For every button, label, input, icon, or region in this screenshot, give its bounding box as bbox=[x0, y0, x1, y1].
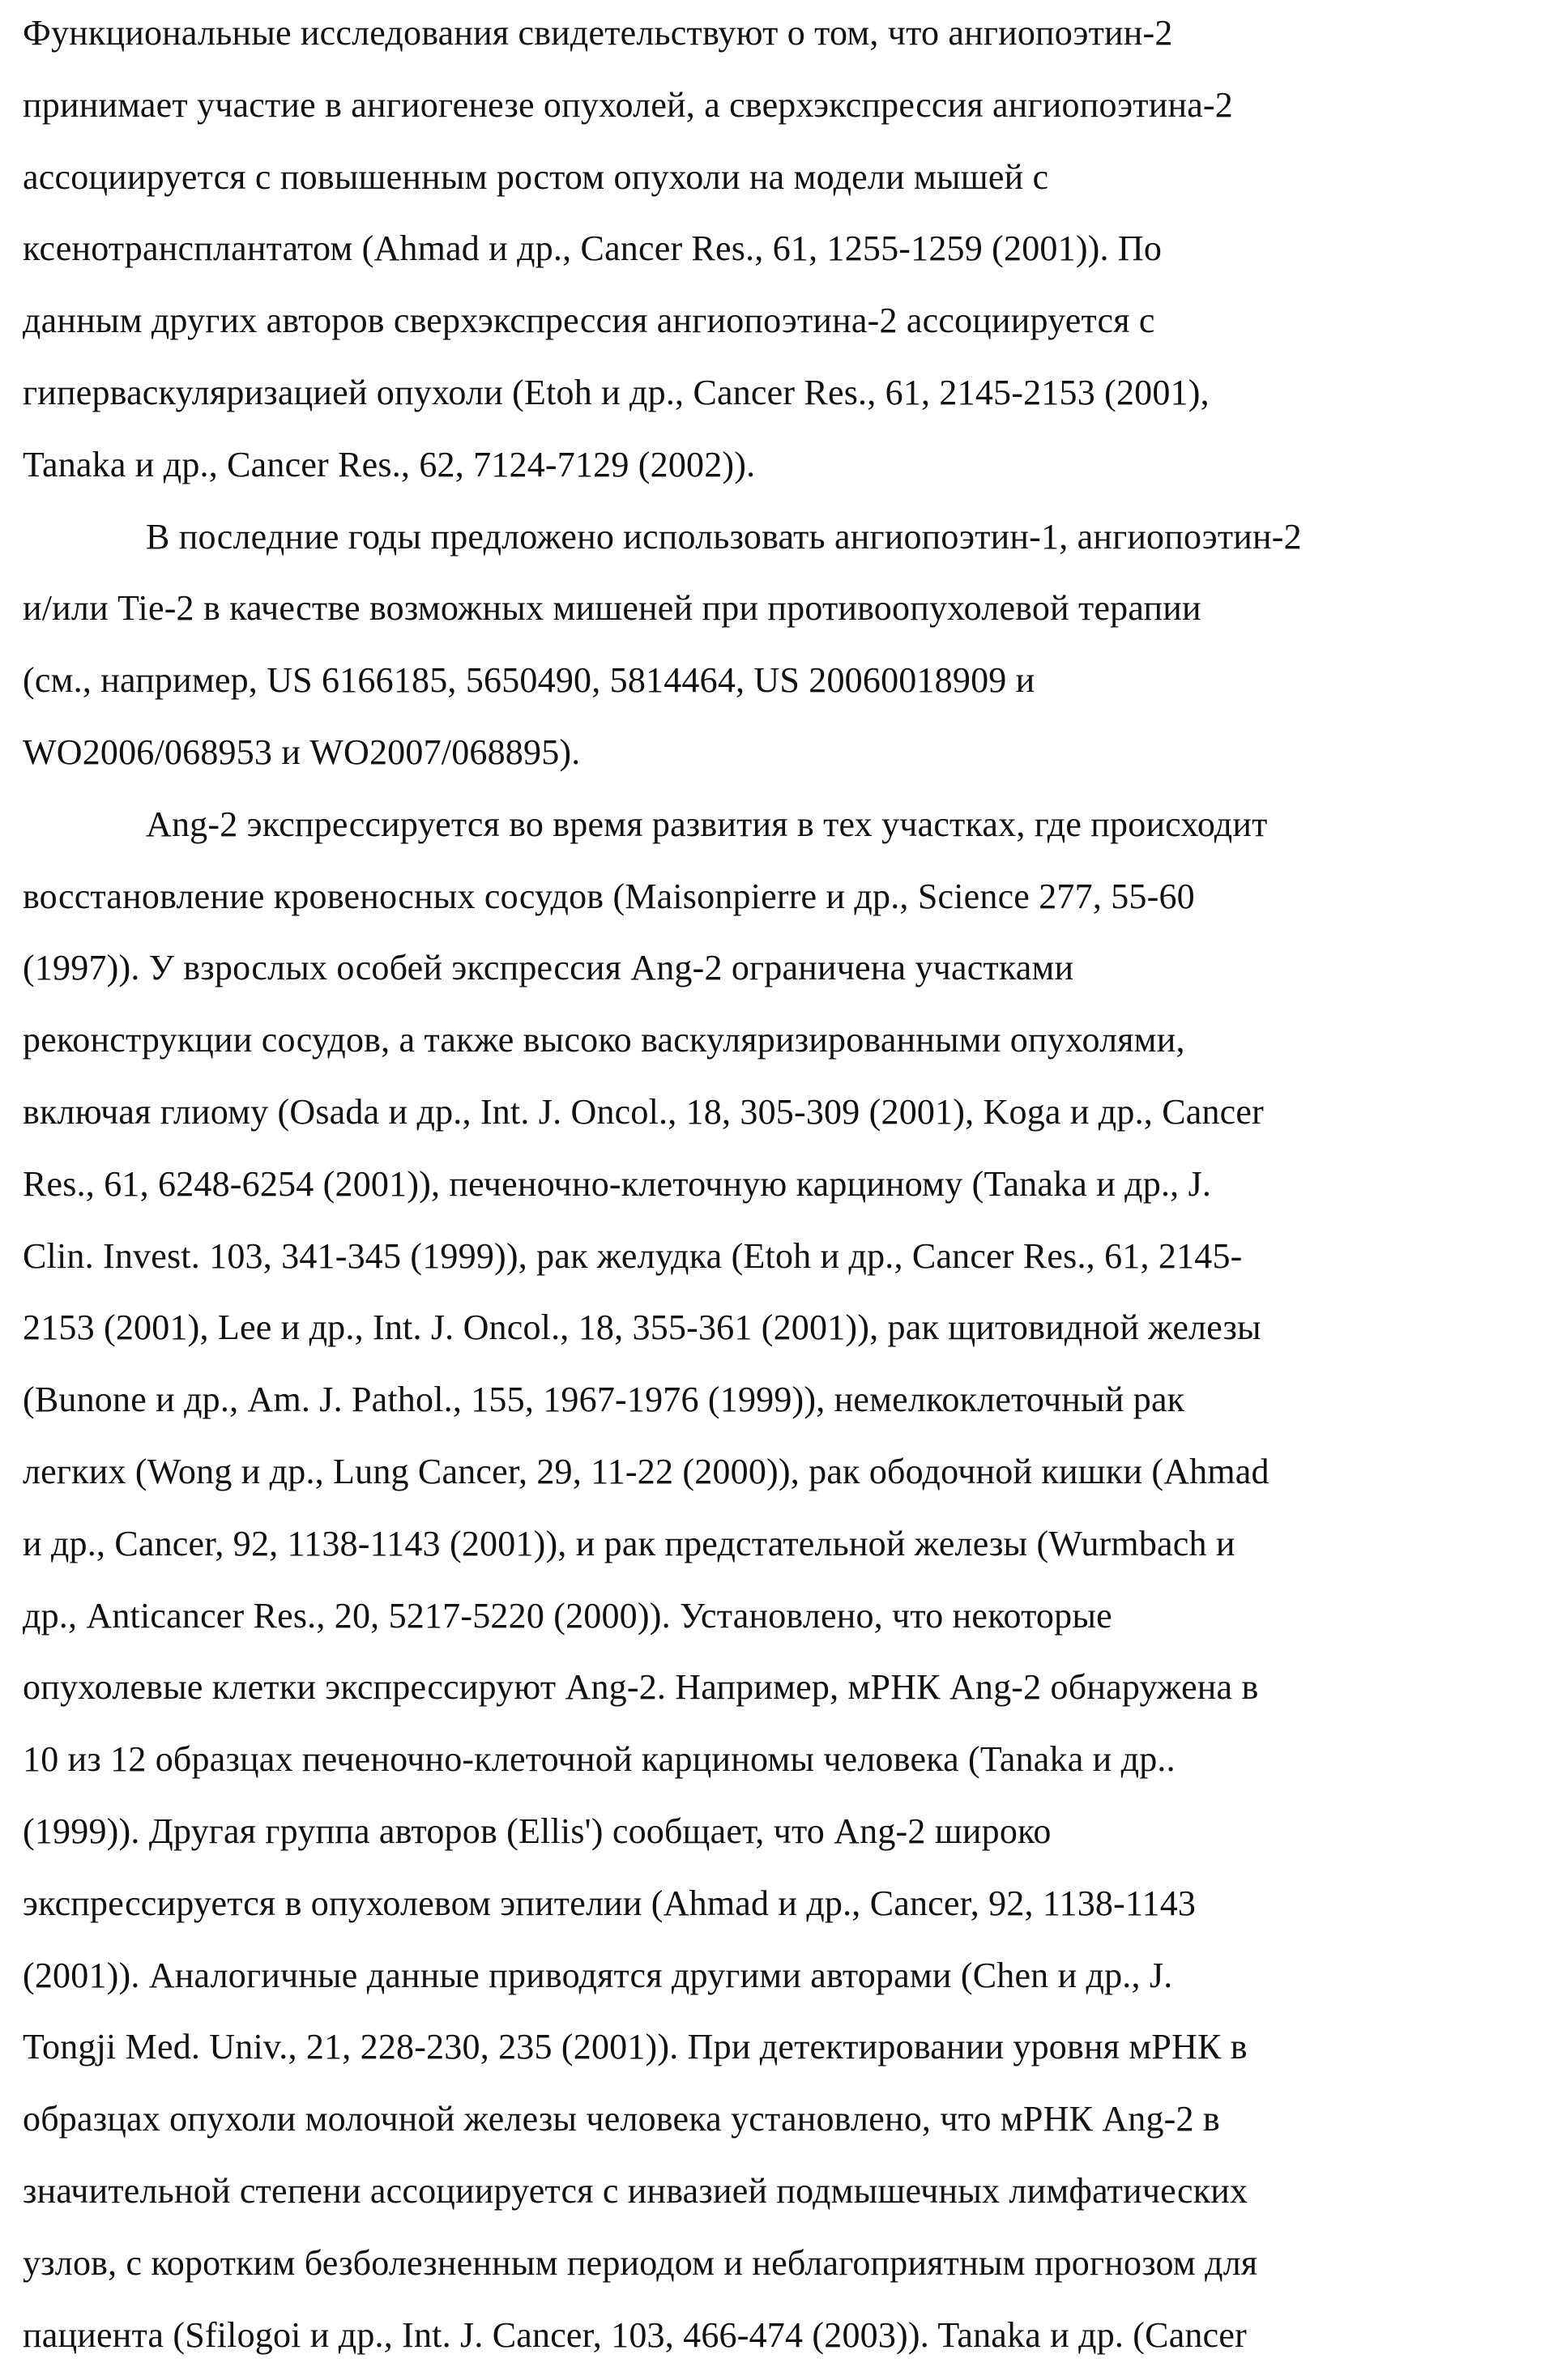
text-line: (2001)). Аналогичные данные приводятся другими авторами (Chen и др., J. bbox=[23, 1949, 1554, 2021]
text-line: значительной степени ассоциируется с инвазией подмышечных лимфатических bbox=[23, 2165, 1554, 2237]
text-line: Функциональные исследования свидетельствуют о том, что ангиопоэтин-2 bbox=[23, 6, 1554, 79]
text-line: включая глиому (Osada и др., Int. J. Oncol., 18, 305-309 (2001), Koga и др., Cancer bbox=[23, 1086, 1554, 1158]
text-line: др., Anticancer Res., 20, 5217-5220 (2000)). Установлено, что некоторые bbox=[23, 1589, 1554, 1661]
text-line: легких (Wong и др., Lung Cancer, 29, 11-22 (2000)), рак ободочной кишки (Ahmad bbox=[23, 1445, 1554, 1517]
text-line-indented: В последние годы предложено использовать ангиопоэтин-1, ангиопоэтин-2 bbox=[23, 510, 1554, 582]
text-line: (1999)). Другая группа авторов (Ellis') сообщает, что Ang-2 широко bbox=[23, 1805, 1554, 1877]
text-line: ксенотрансплантатом (Ahmad и др., Cancer Res., 61, 1255-1259 (2001)). По bbox=[23, 222, 1554, 294]
text-line: узлов, с коротким безболезненным периодом и неблагоприятным прогнозом для bbox=[23, 2237, 1554, 2309]
text-line-indented: Ang-2 экспрессируется во время развития в тех участках, где происходит bbox=[23, 798, 1554, 870]
text-line: восстановление кровеносных сосудов (Maisonpierre и др., Science 277, 55-60 bbox=[23, 870, 1554, 942]
text-line: и/или Tie-2 в качестве возможных мишеней при противоопухолевой терапии bbox=[23, 582, 1554, 654]
text-line: Tanaka и др., Cancer Res., 62, 7124-7129 (2002)). bbox=[23, 438, 1554, 510]
text-line: опухолевые клетки экспрессируют Ang-2. Например, мРНК Ang-2 обнаружена в bbox=[23, 1661, 1554, 1733]
text-line: ассоциируется с повышенным ростом опухоли на модели мышей с bbox=[23, 151, 1554, 223]
text-line: данным других авторов сверхэкспрессия ангиопоэтина-2 ассоциируется с bbox=[23, 294, 1554, 366]
text-line: (см., например, US 6166185, 5650490, 5814464, US 20060018909 и bbox=[23, 654, 1554, 726]
text-line: принимает участие в ангиогенезе опухолей, а сверхэкспрессия ангиопоэтина-2 bbox=[23, 79, 1554, 151]
text-line: Tongji Med. Univ., 21, 228-230, 235 (2001)). При детектировании уровня мРНК в bbox=[23, 2020, 1554, 2092]
text-line: Res., 61, 6248-6254 (2001)), печеночно-клеточную карциному (Tanaka и др., J. bbox=[23, 1158, 1554, 1230]
text-line: 2153 (2001), Lee и др., Int. J. Oncol., 18, 355-361 (2001)), рак щитовидной железы bbox=[23, 1301, 1554, 1373]
paragraph-2 bbox=[23, 510, 1554, 798]
paragraph-3 bbox=[23, 798, 1554, 2380]
text-line: и др., Cancer, 92, 1138-1143 (2001)), и рак предстательной железы (Wurmbach и bbox=[23, 1517, 1554, 1589]
text-line: WO2006/068953 и WO2007/068895). bbox=[23, 726, 1554, 798]
document-body bbox=[23, 6, 1554, 2380]
paragraph-1 bbox=[23, 6, 1554, 510]
text-line: (Bunone и др., Am. J. Pathol., 155, 1967-1976 (1999)), немелкоклеточный рак bbox=[23, 1373, 1554, 1445]
text-line: экспрессируется в опухолевом эпителии (Ahmad и др., Cancer, 92, 1138-1143 bbox=[23, 1877, 1554, 1949]
text-line: пациента (Sfilogoi и др., Int. J. Cancer, 103, 466-474 (2003)). Tanaka и др. (Cancer bbox=[23, 2309, 1554, 2380]
text-line: реконструкции сосудов, а также высоко васкуляризированными опухолями, bbox=[23, 1013, 1554, 1086]
text-line: образцах опухоли молочной железы человека установлено, что мРНК Ang-2 в bbox=[23, 2092, 1554, 2165]
text-line: (1997)). У взрослых особей экспрессия Ang-2 ограничена участками bbox=[23, 941, 1554, 1013]
text-line: Clin. Invest. 103, 341-345 (1999)), рак желудка (Etoh и др., Cancer Res., 61, 2145- bbox=[23, 1230, 1554, 1302]
text-line: гиперваскуляризацией опухоли (Etoh и др., Cancer Res., 61, 2145-2153 (2001), bbox=[23, 366, 1554, 438]
text-line: 10 из 12 образцах печеночно-клеточной карциномы человека (Tanaka и др.. bbox=[23, 1733, 1554, 1805]
